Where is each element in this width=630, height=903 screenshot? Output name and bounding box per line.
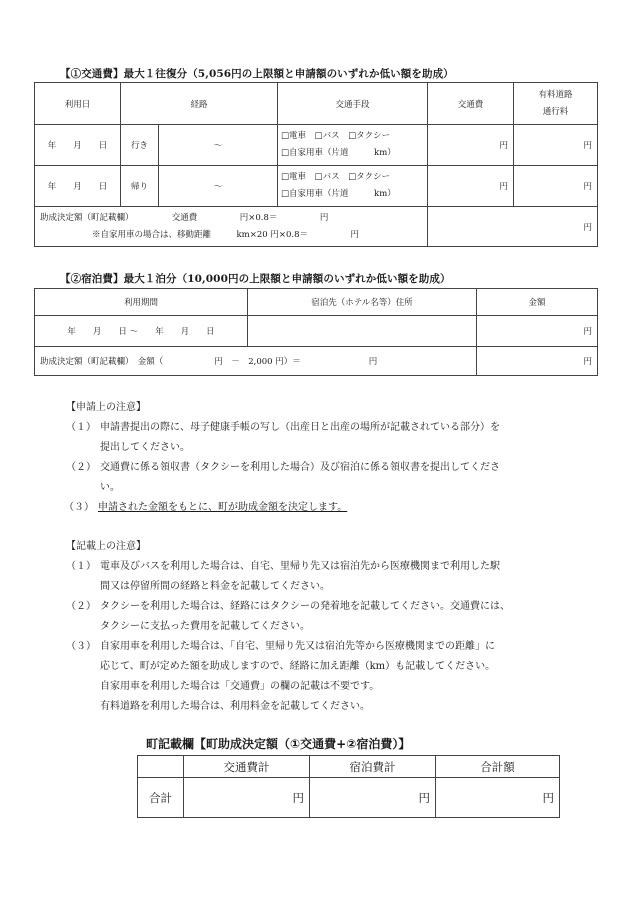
summary-row-label: 合計 [138,778,184,818]
note-text: 申請された金額をもとに、町が助成金額を決定します。 [98,502,348,513]
entry-note-3 [66,637,510,717]
transport-row-return [35,166,598,207]
header-date: 利用日 [35,83,121,125]
note-text-cont: 自家用車を利用した場合は「交通費」の欄の記載は不要です。 [100,681,380,692]
note-text: 交通費に係る領収書（タクシーを利用した場合）及び宿泊に係る領収書を提出してくださ [100,462,500,473]
header-period: 利用期間 [35,289,248,316]
return-fare[interactable]: 円 [428,166,514,207]
summary-lodging-total[interactable]: 円 [310,778,436,818]
summary-header-lodging: 宿泊費計 [310,756,436,778]
application-notes [66,398,500,518]
note-text-cont: い。 [100,482,120,493]
lodging-section-title: 【②宿泊費】最大１泊分（10,000円の上限額と申請額のいずれか低い額を助成） [60,273,451,285]
entry-notes [66,537,510,717]
header-route: 経路 [121,83,278,125]
note-number: （２） [66,462,96,473]
entry-note-1 [66,557,510,597]
summary-grand-total[interactable]: 円 [436,778,560,818]
header-amount: 金額 [477,289,598,316]
transport-table [34,82,598,247]
header-address: 宿泊先（ホテル名等）住所 [248,289,477,316]
note-text: 電車及びバスを利用した場合は、自宅、里帰り先又は宿泊先から医療機関まで利用した駅 [100,561,500,572]
lodging-decision-row [35,347,598,376]
return-means-line1: □電車 □バス □タクシー [281,172,391,182]
lodging-amount[interactable]: 円 [477,316,598,347]
header-toll-line1: 有料道路 [538,89,573,100]
transport-decision [35,207,428,247]
application-note-2 [66,458,500,498]
header-means: 交通手段 [278,83,428,125]
summary-header-transport: 交通費計 [184,756,310,778]
note-number: （１） [66,422,96,433]
summary-header-total: 合計額 [436,756,560,778]
summary-table [137,755,560,818]
note-text: 自家用車を利用した場合は、「自宅、里帰り先又は宿泊先等から医療機関までの距離」に [100,641,495,652]
note-text-cont: 間又は停留所間の経路と料金を記載してください。 [100,581,330,592]
note-number: （２） [66,601,96,612]
lodging-table [34,288,598,376]
transport-section-title: 【①交通費】最大１往復分（5,056円の上限額と申請額のいずれか低い額を助成） [60,68,454,80]
lodging-decision: 助成決定額（町記載欄） 金額（ 円 － 2,000 円）＝ 円 [35,347,477,376]
summary-transport-total[interactable]: 円 [184,778,310,818]
summary-title: 町記載欄【町助成決定額（①交通費+②宿泊費）】 [146,737,411,751]
note-text-cont: 有料道路を利用した場合は、利用料金を記載してください。 [100,701,370,712]
note-text: 申請書提出の際に、母子健康手帳の写し（出産日と出産の場所が記載されている部分）を [100,422,500,433]
summary-corner [138,756,184,778]
lodging-decision-amount[interactable]: 円 [477,347,598,376]
lodging-header-row [35,289,598,316]
header-fare: 交通費 [428,83,514,125]
transport-decision-line1: 助成決定額（町記載欄） 交通費 円×0.8＝ 円 [40,212,329,223]
transport-decision-row [35,207,598,247]
note-number: （１） [66,561,96,572]
note-text: タクシーを利用した場合は、経路にはタクシーの発着地を記載してください。交通費には、 [100,601,510,612]
application-note-3 [64,498,500,518]
application-note-1 [66,418,500,458]
return-direction: 帰り [121,166,159,207]
transport-decision-amount[interactable]: 円 [428,207,598,247]
outbound-fare[interactable]: 円 [428,125,514,166]
entry-notes-heading: 【記載上の注意】 [66,541,146,552]
note-text-cont: 提出してください。 [100,442,190,453]
entry-note-2 [66,597,510,637]
transport-row-outbound [35,125,598,166]
return-toll[interactable]: 円 [514,166,598,207]
outbound-date[interactable]: 年 月 日 [35,125,121,166]
outbound-means-line2: □自家用車（片道 km） [281,148,396,158]
return-means-line2: □自家用車（片道 km） [281,189,396,199]
header-toll [514,83,598,125]
note-number: （３） [64,502,94,513]
outbound-toll[interactable]: 円 [514,125,598,166]
lodging-row [35,316,598,347]
note-text-cont: タクシーに支払った費用を記載してください。 [100,621,310,632]
outbound-route[interactable]: ～ [159,125,278,166]
return-route[interactable]: ～ [159,166,278,207]
header-toll-line2: 通行料 [542,106,569,117]
return-date[interactable]: 年 月 日 [35,166,121,207]
outbound-means[interactable] [278,125,428,166]
note-number: （３） [66,641,96,652]
summary-header-row [138,756,560,778]
return-means[interactable] [278,166,428,207]
outbound-means-line1: □電車 □バス □タクシー [281,131,391,141]
lodging-period[interactable]: 年 月 日 ～ 年 月 日 [35,316,248,347]
outbound-direction: 行き [121,125,159,166]
summary-total-row [138,778,560,818]
transport-decision-line2: ※自家用車の場合は、移動距離 km×20 円×0.8＝ 円 [92,229,359,240]
lodging-address[interactable] [248,316,477,347]
application-notes-heading: 【申請上の注意】 [66,402,146,413]
note-text-cont: 応じて、町が定めた額を助成しますので、経路に加え距離（km）も記載してください。 [100,661,496,672]
transport-header-row [35,83,598,125]
